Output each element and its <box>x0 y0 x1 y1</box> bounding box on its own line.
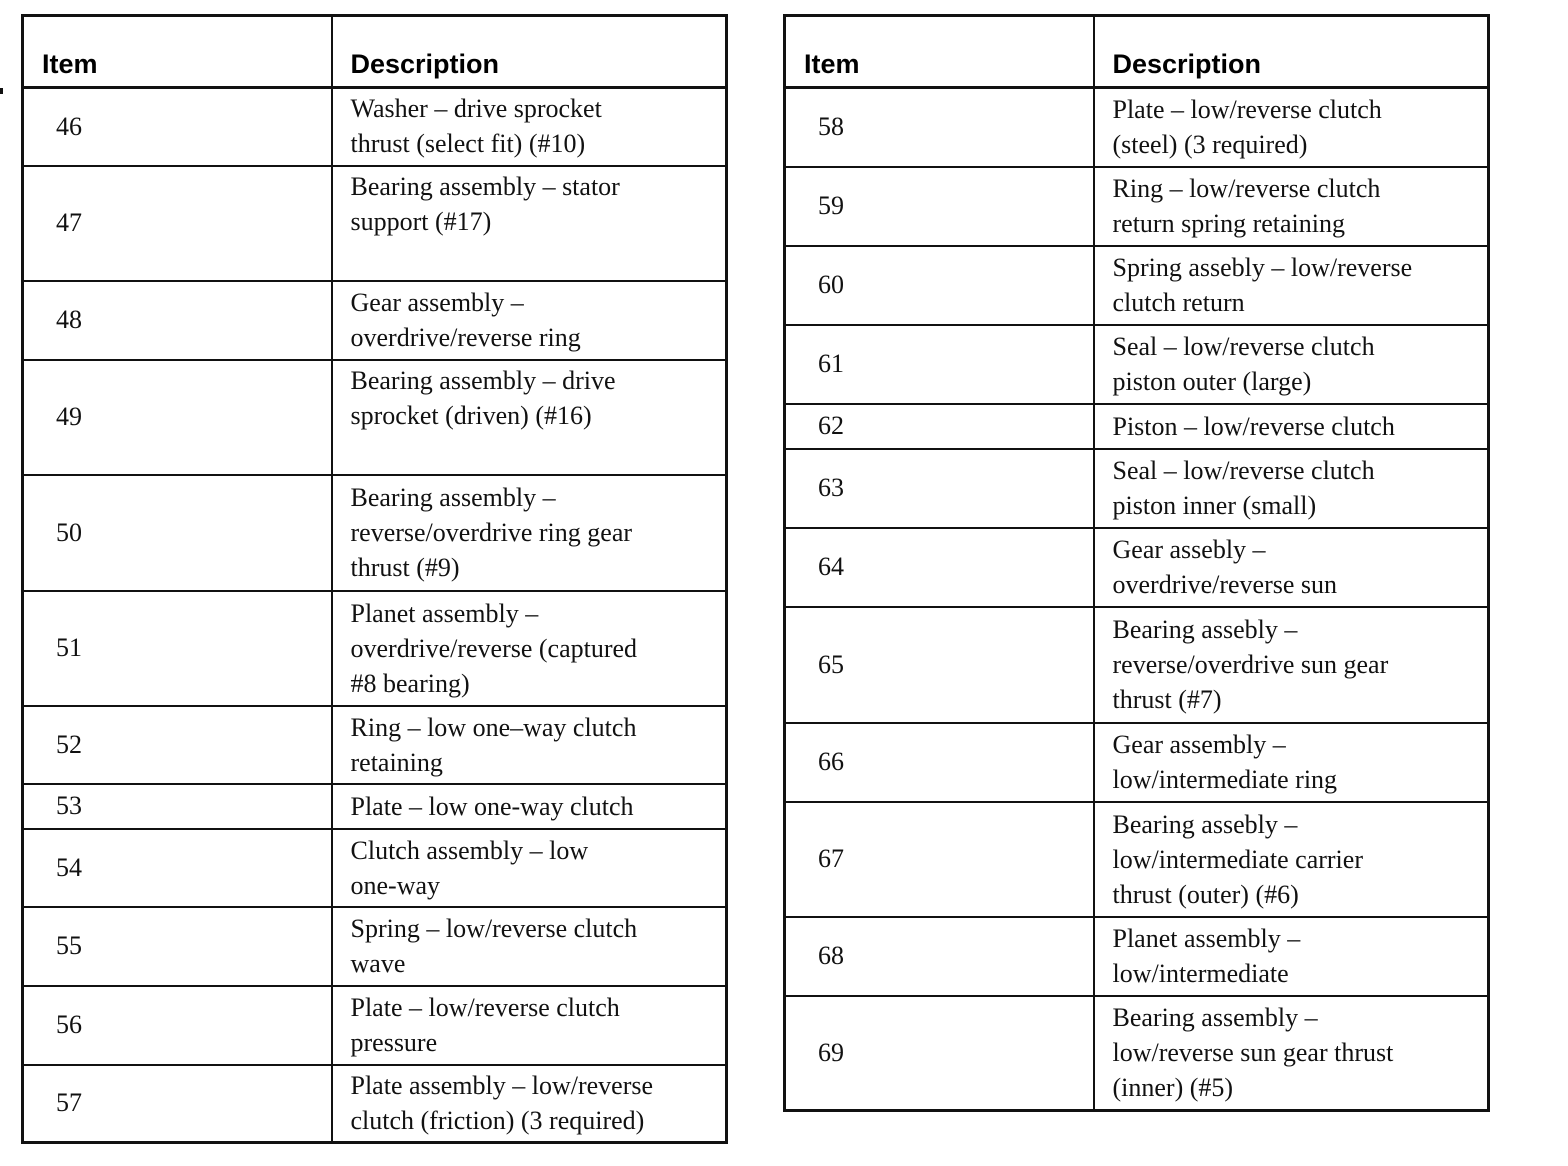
table-row <box>23 360 727 475</box>
item-number: 69 <box>785 996 1094 1111</box>
item-description: Ring – low/reverse clutch return spring retaining <box>1094 167 1489 246</box>
item-description: Piston – low/reverse clutch <box>1094 404 1489 449</box>
table-row <box>23 986 727 1065</box>
item-number: 50 <box>23 475 332 591</box>
item-number: 56 <box>23 986 332 1065</box>
item-description: Spring assebly – low/reverse clutch return <box>1094 246 1489 325</box>
item-description: Seal – low/reverse clutch piston outer (large) <box>1094 325 1489 404</box>
margin-mark <box>0 88 3 94</box>
item-description: Plate – low one-way clutch <box>332 784 727 829</box>
item-description: Clutch assembly – low one-way <box>332 829 727 907</box>
item-number: 59 <box>785 167 1094 246</box>
description-column-header: Description <box>1094 16 1489 88</box>
table-header-row <box>23 16 727 88</box>
item-number: 62 <box>785 404 1094 449</box>
item-number: 51 <box>23 591 332 706</box>
item-description: Bearing assembly – drive sprocket (driven) (#16) <box>332 360 727 475</box>
table-row <box>785 917 1489 996</box>
item-description: Gear assembly – low/intermediate ring <box>1094 723 1489 802</box>
item-number: 48 <box>23 281 332 360</box>
table-row <box>785 802 1489 917</box>
item-number: 64 <box>785 528 1094 607</box>
item-number: 54 <box>23 829 332 907</box>
item-column-header: Item <box>785 16 1094 88</box>
table-row <box>23 784 727 829</box>
item-column-header: Item <box>23 16 332 88</box>
table-row <box>785 167 1489 246</box>
item-description: Plate – low/reverse clutch (steel) (3 required) <box>1094 88 1489 167</box>
table-row <box>23 281 727 360</box>
item-description: Bearing assembly – stator support (#17) <box>332 166 727 281</box>
item-description: Ring – low one–way clutch retaining <box>332 706 727 784</box>
table-row <box>23 475 727 591</box>
item-number: 66 <box>785 723 1094 802</box>
parts-table-right <box>783 14 1490 1112</box>
item-number: 47 <box>23 166 332 281</box>
item-number: 46 <box>23 88 332 166</box>
table-header-row <box>785 16 1489 88</box>
item-description: Planet assembly – overdrive/reverse (captured #8 bearing) <box>332 591 727 706</box>
item-number: 68 <box>785 917 1094 996</box>
item-description: Gear assembly – overdrive/reverse ring <box>332 281 727 360</box>
item-description: Seal – low/reverse clutch piston inner (small) <box>1094 449 1489 528</box>
table-row <box>785 88 1489 167</box>
item-description: Gear assebly – overdrive/reverse sun <box>1094 528 1489 607</box>
table-row <box>785 996 1489 1111</box>
item-number: 63 <box>785 449 1094 528</box>
item-description: Planet assembly – low/intermediate <box>1094 917 1489 996</box>
item-description: Plate assembly – low/reverse clutch (friction) (3 required) <box>332 1065 727 1143</box>
item-number: 57 <box>23 1065 332 1143</box>
item-number: 52 <box>23 706 332 784</box>
item-number: 60 <box>785 246 1094 325</box>
item-number: 58 <box>785 88 1094 167</box>
item-description: Washer – drive sprocket thrust (select fit) (#10) <box>332 88 727 166</box>
table-row <box>23 1065 727 1143</box>
table-row <box>23 829 727 907</box>
table-row <box>23 907 727 986</box>
item-number: 55 <box>23 907 332 986</box>
table-row <box>785 246 1489 325</box>
item-number: 67 <box>785 802 1094 917</box>
item-description: Bearing assebly – low/intermediate carrier thrust (outer) (#6) <box>1094 802 1489 917</box>
table-row <box>23 88 727 166</box>
table-row <box>785 607 1489 723</box>
item-number: 65 <box>785 607 1094 723</box>
item-number: 53 <box>23 784 332 829</box>
table-row <box>785 449 1489 528</box>
table-row <box>23 706 727 784</box>
table-row <box>23 591 727 706</box>
table-row <box>785 528 1489 607</box>
item-number: 49 <box>23 360 332 475</box>
item-description: Spring – low/reverse clutch wave <box>332 907 727 986</box>
table-row <box>785 404 1489 449</box>
item-description: Plate – low/reverse clutch pressure <box>332 986 727 1065</box>
parts-table-left <box>21 14 728 1144</box>
item-description: Bearing assebly – reverse/overdrive sun gear thrust (#7) <box>1094 607 1489 723</box>
table-row <box>785 325 1489 404</box>
item-description: Bearing assembly – reverse/overdrive ring gear thrust (#9) <box>332 475 727 591</box>
description-column-header: Description <box>332 16 727 88</box>
table-row <box>23 166 727 281</box>
item-description: Bearing assembly – low/reverse sun gear thrust (inner) (#5) <box>1094 996 1489 1111</box>
item-number: 61 <box>785 325 1094 404</box>
table-row <box>785 723 1489 802</box>
